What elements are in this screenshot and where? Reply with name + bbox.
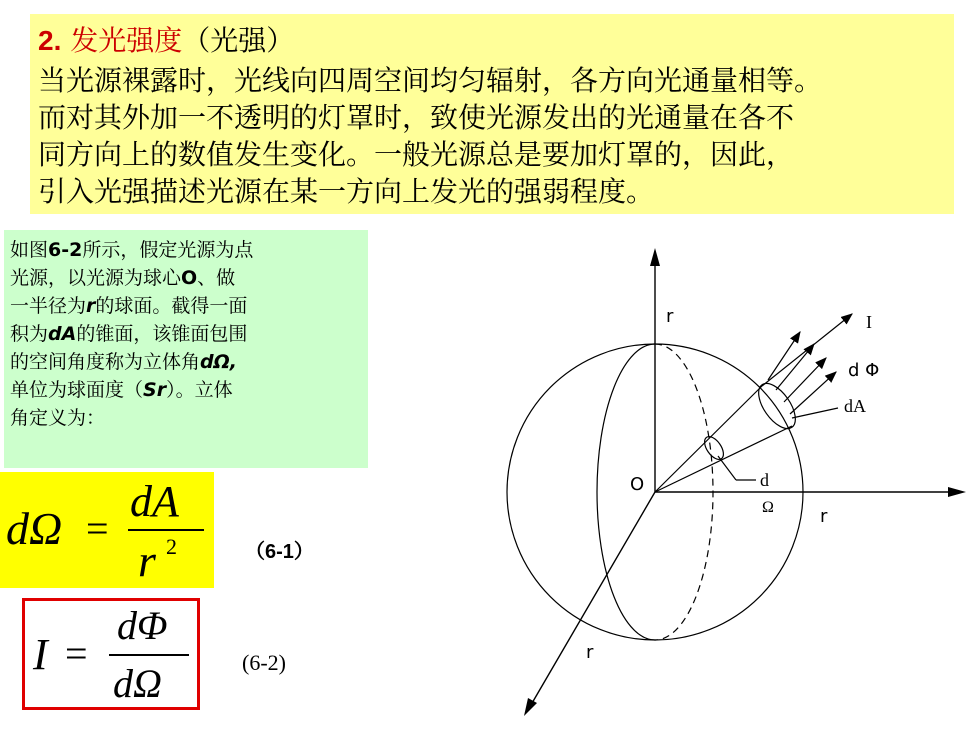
axis-oblique-arrow bbox=[524, 698, 537, 716]
eq1-den-base: r bbox=[138, 535, 156, 586]
axis-horizontal-arrow bbox=[948, 487, 966, 497]
label-d-phi: d Φ bbox=[848, 360, 880, 381]
equation-6-2-number: (6-2) bbox=[242, 650, 286, 675]
definition-text: 如图6-2所示，假定光源为点 光源，以光源为球心O、做 一半径为r的球面。截得一面 积为dA的锥面，该锥面包围 的空间角度称为立体角dΩ, 单位为球面度（Sr）。立体 角定义为： bbox=[10, 239, 254, 429]
equation-6-2 bbox=[22, 598, 200, 710]
equation-6-2-formula bbox=[25, 601, 197, 707]
axis-oblique bbox=[528, 492, 655, 710]
label-omega: Ω bbox=[762, 499, 774, 516]
leader-d bbox=[718, 456, 736, 480]
intro-line: 当光源裸露时，光线向四周空间均匀辐射，各方向光通量相等。 bbox=[38, 64, 823, 97]
figure-ref: 6-2 bbox=[48, 239, 83, 261]
label-dA: dA bbox=[844, 396, 866, 416]
flux-ray-1 bbox=[768, 332, 800, 380]
flux-ray-4 bbox=[790, 372, 836, 414]
eq1-equals: = bbox=[86, 506, 109, 551]
leader-dA bbox=[792, 408, 838, 418]
axis-vertical-arrow bbox=[650, 248, 660, 266]
intro-text bbox=[38, 62, 950, 210]
equation-6-1 bbox=[0, 472, 214, 588]
eq1-numerator: dA bbox=[130, 477, 179, 526]
cone-base-dA bbox=[751, 377, 802, 435]
intro-line: 引入光强描述光源在某一方向上发光的强弱程度。 bbox=[38, 175, 655, 208]
eq1-den-exponent: 2 bbox=[166, 534, 177, 559]
label-r-top: r bbox=[666, 306, 674, 327]
equation-6-1-number: （6-1） bbox=[245, 541, 314, 563]
section-heading bbox=[38, 22, 294, 60]
eq1-lhs: dΩ bbox=[6, 503, 63, 554]
intro-line: 而对其外加一不透明的灯罩时，致使光源发出的光通量在各不 bbox=[38, 101, 795, 134]
flux-ray-2 bbox=[776, 344, 814, 390]
solid-angle-diagram bbox=[500, 240, 975, 720]
label-I: I bbox=[866, 312, 872, 332]
radius-symbol: r bbox=[86, 295, 96, 317]
intro-panel bbox=[30, 14, 954, 214]
definition-panel bbox=[4, 230, 368, 468]
label-d: d bbox=[760, 470, 769, 490]
eq2-numerator: dΦ bbox=[117, 603, 168, 648]
section-term: 发光强度 bbox=[70, 24, 183, 57]
section-term-alias: （光强） bbox=[182, 24, 295, 57]
label-r-bottom: r bbox=[586, 642, 594, 663]
intro-line: 同方向上的数值发生变化。一般光源总是要加灯罩的，因此， bbox=[38, 138, 795, 171]
equation-6-1-formula bbox=[0, 472, 214, 588]
intensity-direction bbox=[762, 314, 852, 386]
unit-symbol: Sr bbox=[143, 379, 167, 401]
label-r-right: r bbox=[820, 506, 828, 527]
solid-angle-symbol: dΩ, bbox=[200, 351, 237, 373]
flux-ray-3 bbox=[784, 358, 826, 402]
eq2-denominator: dΩ bbox=[113, 661, 162, 706]
section-number: 2. bbox=[38, 25, 62, 56]
label-origin: O bbox=[630, 474, 645, 495]
meridian-front bbox=[597, 344, 655, 640]
eq2-lhs: I bbox=[33, 630, 48, 679]
cone-edge-lower bbox=[655, 426, 792, 492]
inner-surface-d-omega bbox=[701, 433, 727, 462]
center-symbol: O bbox=[181, 267, 198, 289]
cone-edge-upper bbox=[655, 386, 762, 492]
area-symbol: dA bbox=[48, 323, 77, 345]
eq2-equals: = bbox=[65, 631, 88, 676]
